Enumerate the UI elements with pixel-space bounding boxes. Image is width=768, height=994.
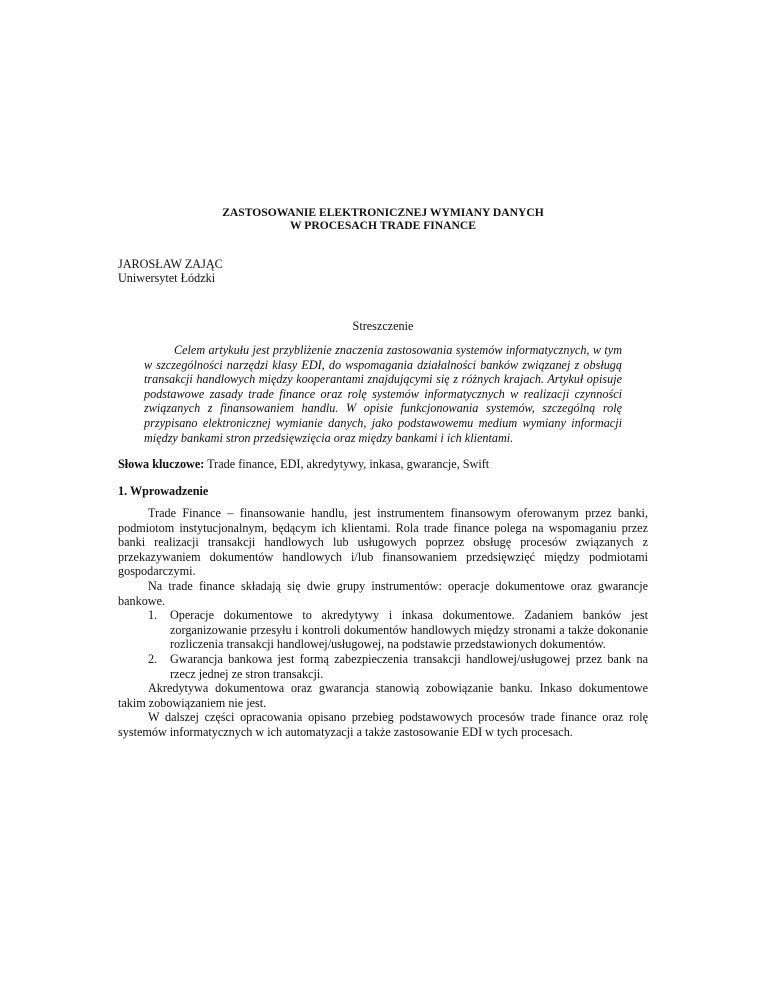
author-affiliation: Uniwersytet Łódzki: [118, 271, 216, 286]
paper-title-line-1: ZASTOSOWANIE ELEKTRONICZNEJ WYMIANY DANYCH: [222, 206, 544, 219]
keywords-label: Słowa kluczowe:: [118, 457, 205, 472]
list-item-number: 1.: [148, 608, 158, 623]
section-heading: 1. Wprowadzenie: [118, 483, 209, 498]
body-paragraph-2: Na trade finance składają się dwie grupy instrumentów: operacje dokumentowe oraz gwarancje bankowe.: [118, 578, 648, 608]
instrument-list: [118, 608, 648, 681]
body-paragraph-1: Trade Finance – finansowanie handlu, jest instrumentem finansowym oferowanym przez banki, podmiotom instytucjonalnym, będącym ich klientami. Rola trade finance polega na wspomaganiu przez banki realizacji transakcji handlowych lub usługowych poprzez obsługę procesów związanych z przekazywaniem dokumentów handlowych i/lub finansowaniem przedsięwzięć między podmiotami gospodarczymi.: [118, 506, 648, 579]
paper-title-line-2: W PROCESACH TRADE FINANCE: [289, 219, 477, 233]
list-item-text: Gwarancja bankowa jest formą zabezpieczenia transakcji handlowej/usługowej przez bank na rzecz jednej ze stron transakcji.: [170, 651, 648, 681]
list-item-text: Operacje dokumentowe to akredytywy i inkasa dokumentowe. Zadaniem banków jest zorganizowanie przesyłu i kontroli dokumentów handlowych między stronami a także dokonanie rozliczenia transakcji handlowej/usługowej, na podstawie przedstawionych dokumentów.: [170, 608, 648, 652]
list-item-number: 2.: [148, 651, 158, 666]
list-item: [118, 608, 648, 652]
keywords-line: [118, 457, 648, 471]
document-page: [118, 206, 648, 740]
paper-title: [118, 206, 648, 233]
author-name: JAROSŁAW ZAJĄC: [118, 256, 223, 271]
body-paragraph-3: Akredytywa dokumentowa oraz gwarancja stanowią zobowiązanie banku. Inkaso dokumentowe takim zobowiązaniem nie jest.: [118, 681, 648, 710]
abstract-heading: Streszczenie: [352, 318, 414, 333]
abstract-text: Celem artykułu jest przybliżenie znaczenia zastosowania systemów informatycznych, w tym w szczególności narzędzi klasy EDI, do wspomagania działalności banków związanej z obsługą transakcji handlowych między kooperantami znajdującymi się z różnych krajach. Artykuł opisuje podstawowe zasady trade finance oraz rolę systemów informatycznych w realizacji czynności związanych z finansowaniem handlu. W opisie funkcjonowania systemów, szczególną rolę przypisano elektronicznej wymianie danych, jako podstawowemu medium wymiany informacji między bankami stron przedsięwzięcia oraz między bankami i ich klientami.: [144, 343, 622, 445]
body-paragraph-4: W dalszej części opracowania opisano przebieg podstawowych procesów trade finance oraz rolę systemów informatycznych w ich automatyzacji a także zastosowanie EDI w tych procesach.: [118, 710, 648, 739]
list-item: [118, 652, 648, 681]
keywords-text: Trade finance, EDI, akredytywy, inkasa, gwarancje, Swift: [204, 457, 490, 472]
